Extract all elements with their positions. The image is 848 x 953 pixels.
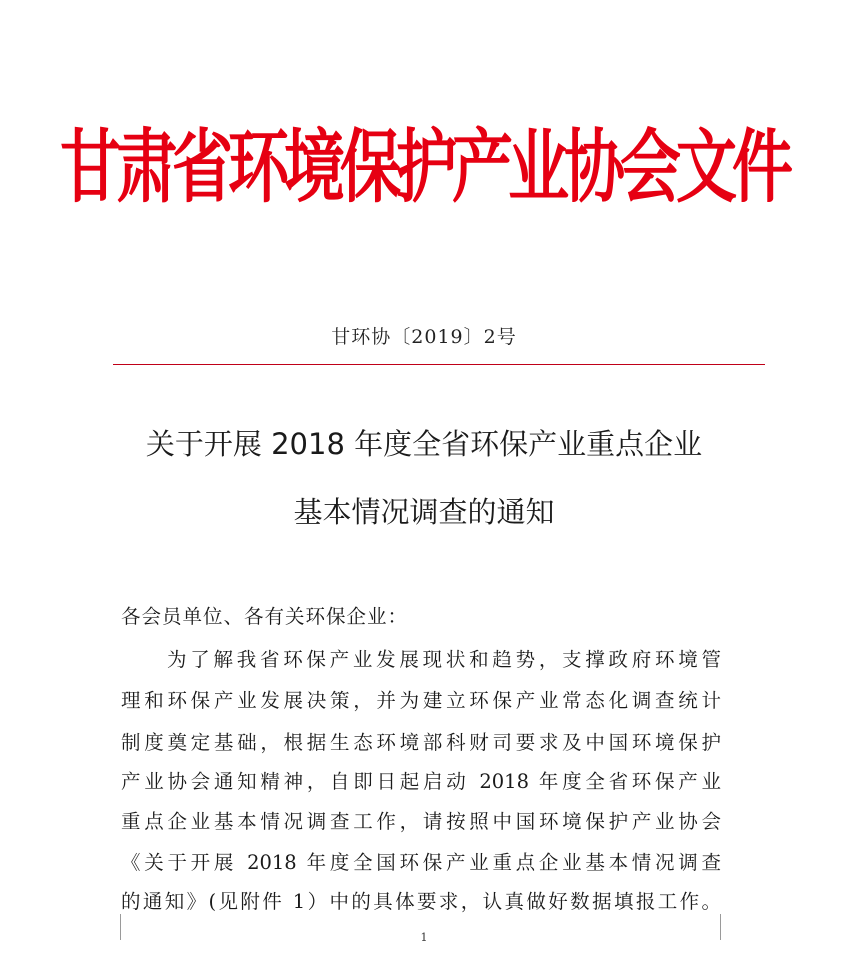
notice-title-line-2: 基本情况调查的通知 [293, 495, 555, 529]
body-line: 重点企业基本情况调查工作，请按照中国环境保护产业协会 [121, 810, 721, 833]
body-line: 制度奠定基础，根据生态环境部科财司要求及中国环境保护 [121, 731, 721, 754]
body-line: 产业协会通知精神，自即日起启动 2018 年度全省环保产业 [121, 770, 721, 793]
document-number: 甘环协〔2019〕2号 [331, 326, 517, 348]
red-separator-line [113, 364, 765, 365]
salutation: 各会员单位、各有关环保企业： [121, 605, 409, 628]
body-line: 的通知》(见附件 1）中的具体要求，认真做好数据填报工作。 [121, 890, 721, 913]
page-number: 1 [420, 931, 428, 944]
body-line: 为了解我省环保产业发展现状和趋势，支撑政府环境管 [167, 648, 721, 671]
masthead-title: 甘肃省环境保护产业协会文件 [59, 121, 788, 214]
body-line: 理和环保产业发展决策，并为建立环保产业常态化调查统计 [121, 689, 721, 712]
body-line: 《关于开展 2018 年度全国环保产业重点企业基本情况调查 [121, 851, 721, 874]
notice-title-line-1: 关于开展 2018 年度全省环保产业重点企业 [145, 427, 703, 461]
